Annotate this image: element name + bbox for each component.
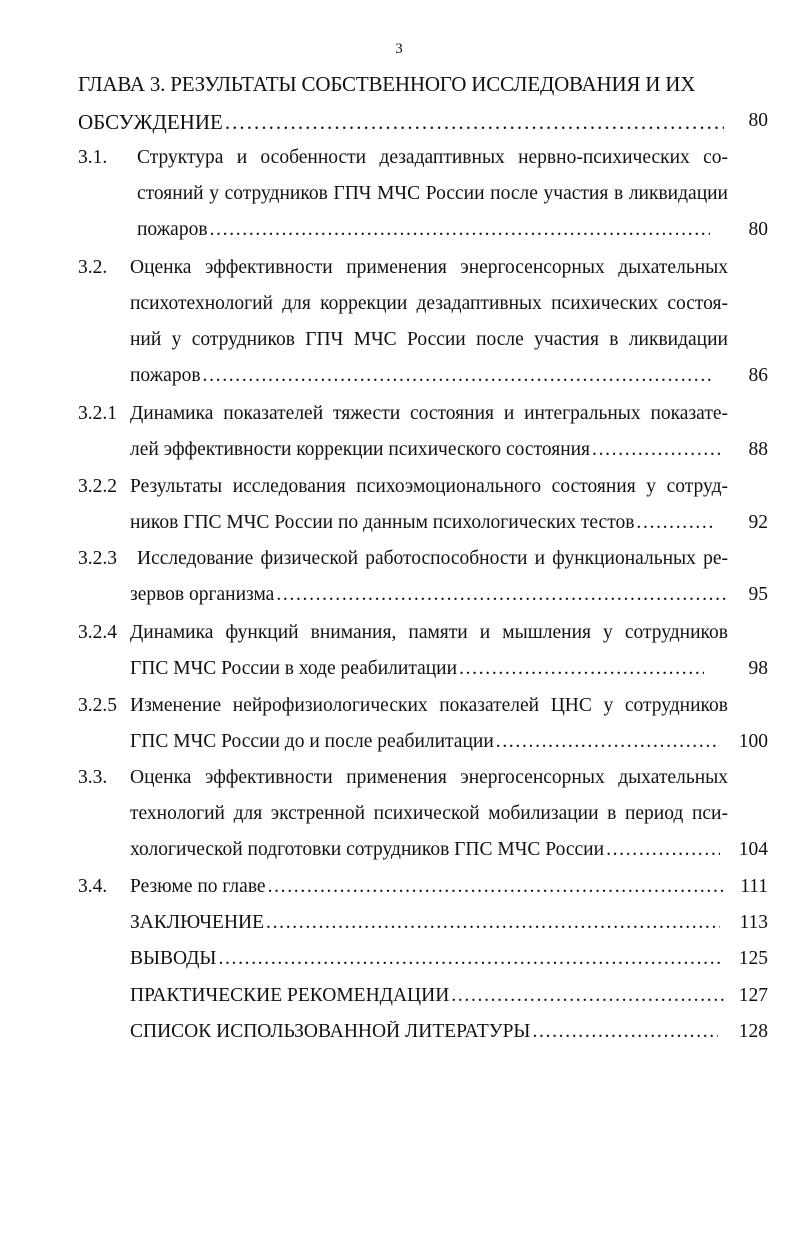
chapter-title-continuation	[78, 110, 768, 140]
entry-text-line: Оценка эффективности применения энергосенсорных дыхательных	[130, 257, 728, 278]
dot-leader	[216, 948, 722, 970]
section-page: 128	[738, 1021, 768, 1042]
toc-entry-3-2-3	[78, 548, 768, 612]
entry-text-line: психотехнологий для коррекции дезадаптивных психических состоя-	[130, 293, 728, 314]
entry-number: 3.3.	[78, 767, 108, 788]
toc-section-recommendations	[78, 985, 768, 1015]
entry-text-last: ГПС МЧС России в ходе реабилитации	[130, 658, 458, 679]
entry-text-line: стояний у сотрудников ГПЧ МЧС России после участия в ликвидации	[137, 183, 728, 204]
chapter-title-line2: ОБСУЖДЕНИЕ	[78, 110, 223, 134]
entry-page: 88	[748, 439, 768, 460]
entry-number: 3.1.	[78, 147, 108, 168]
dot-leader	[208, 219, 710, 241]
dot-leader	[223, 110, 724, 135]
entry-number: 3.2.5	[78, 695, 117, 716]
dot-leader	[604, 839, 720, 861]
toc-entry-3-2-1	[78, 403, 768, 467]
toc-section-conclusion	[78, 912, 768, 942]
entry-text-last: зервов организма	[130, 584, 275, 605]
chapter-page: 80	[748, 110, 768, 131]
page-number: 3	[395, 41, 403, 57]
entry-number: 3.2.4	[78, 622, 117, 643]
section-page: 125	[738, 948, 768, 969]
entry-text-line: Результаты исследования психоэмоционального состояния у сотруд-	[130, 476, 728, 497]
entry-page: 80	[748, 219, 768, 240]
toc-entry-3-1	[78, 147, 768, 247]
dot-leader	[201, 365, 712, 387]
section-title: СПИСОК ИСПОЛЬЗОВАННОЙ ЛИТЕРАТУРЫ	[130, 1021, 531, 1042]
dot-leader	[274, 584, 726, 606]
entry-text-line: технологий для экстренной психической мобилизации в период пси-	[130, 803, 728, 824]
entry-number: 3.2.1	[78, 403, 117, 424]
entry-text-line: Динамика функций внимания, памяти и мышления у сотрудников	[130, 622, 728, 643]
entry-text-last: ГПС МЧС России до и после реабилитации	[130, 731, 494, 752]
section-title: ЗАКЛЮЧЕНИЕ	[130, 912, 265, 933]
entry-number: 3.2.	[78, 257, 108, 278]
toc-entry-3-4	[78, 876, 768, 906]
toc-entry-3-2	[78, 257, 768, 397]
dot-leader	[266, 876, 725, 898]
entry-text-line: Исследование физической работоспособности и функциональных ре-	[137, 548, 728, 569]
dot-leader	[264, 912, 720, 934]
entry-text-line: ний у сотрудников ГПЧ МЧС России после участия в ликвидации	[130, 329, 728, 350]
dot-leader	[530, 1021, 718, 1043]
entry-text-line: Структура и особенности дезадаптивных нервно-психических со-	[137, 147, 728, 168]
entry-page: 92	[748, 512, 768, 533]
chapter-title: ГЛАВА 3. РЕЗУЛЬТАТЫ СОБСТВЕННОГО ИССЛЕДОВАНИЯ И ИХ	[78, 72, 696, 96]
entry-text-line: Изменение нейрофизиологических показателей ЦНС у сотрудников	[130, 695, 728, 716]
toc-entry-3-3	[78, 767, 768, 867]
entry-text-last: пожаров	[137, 219, 208, 240]
dot-leader	[590, 439, 723, 461]
dot-leader	[457, 658, 704, 680]
entry-page: 104	[738, 839, 768, 860]
toc-section-references	[78, 1021, 768, 1051]
entry-number: 3.2.2	[78, 476, 117, 497]
entry-page: 100	[738, 731, 768, 752]
toc-section-findings	[78, 948, 768, 978]
entry-page: 95	[748, 584, 768, 605]
toc-entry-3-2-2	[78, 476, 768, 540]
entry-page: 98	[748, 658, 768, 679]
entry-text-line: Динамика показателей тяжести состояния и интегральных показате-	[130, 403, 728, 424]
entry-text-last: Резюме по главе	[130, 876, 266, 897]
entry-text-last: хологической подготовки сотрудников ГПС МЧС России	[130, 839, 605, 860]
dot-leader	[634, 512, 712, 534]
toc-entry-3-2-5	[78, 695, 768, 759]
entry-page: 111	[740, 876, 768, 897]
toc-entry-3-2-4	[78, 622, 768, 686]
entry-number: 3.2.3	[78, 548, 117, 569]
section-page: 113	[739, 912, 768, 933]
section-title: ПРАКТИЧЕСКИЕ РЕКОМЕНДАЦИИ	[130, 985, 450, 1006]
entry-text-last: пожаров	[130, 365, 201, 386]
entry-number: 3.4.	[78, 876, 108, 897]
dot-leader	[449, 985, 725, 1007]
entry-text-last: ников ГПС МЧС России по данным психологических тестов	[130, 512, 635, 533]
entry-text-line: Оценка эффективности применения энергосенсорных дыхательных	[130, 767, 728, 788]
section-title: ВЫВОДЫ	[130, 948, 217, 969]
entry-page: 86	[748, 365, 768, 386]
dot-leader	[494, 731, 720, 753]
entry-text-last: лей эффективности коррекции психического состояния	[130, 439, 591, 460]
section-page: 127	[738, 985, 768, 1006]
